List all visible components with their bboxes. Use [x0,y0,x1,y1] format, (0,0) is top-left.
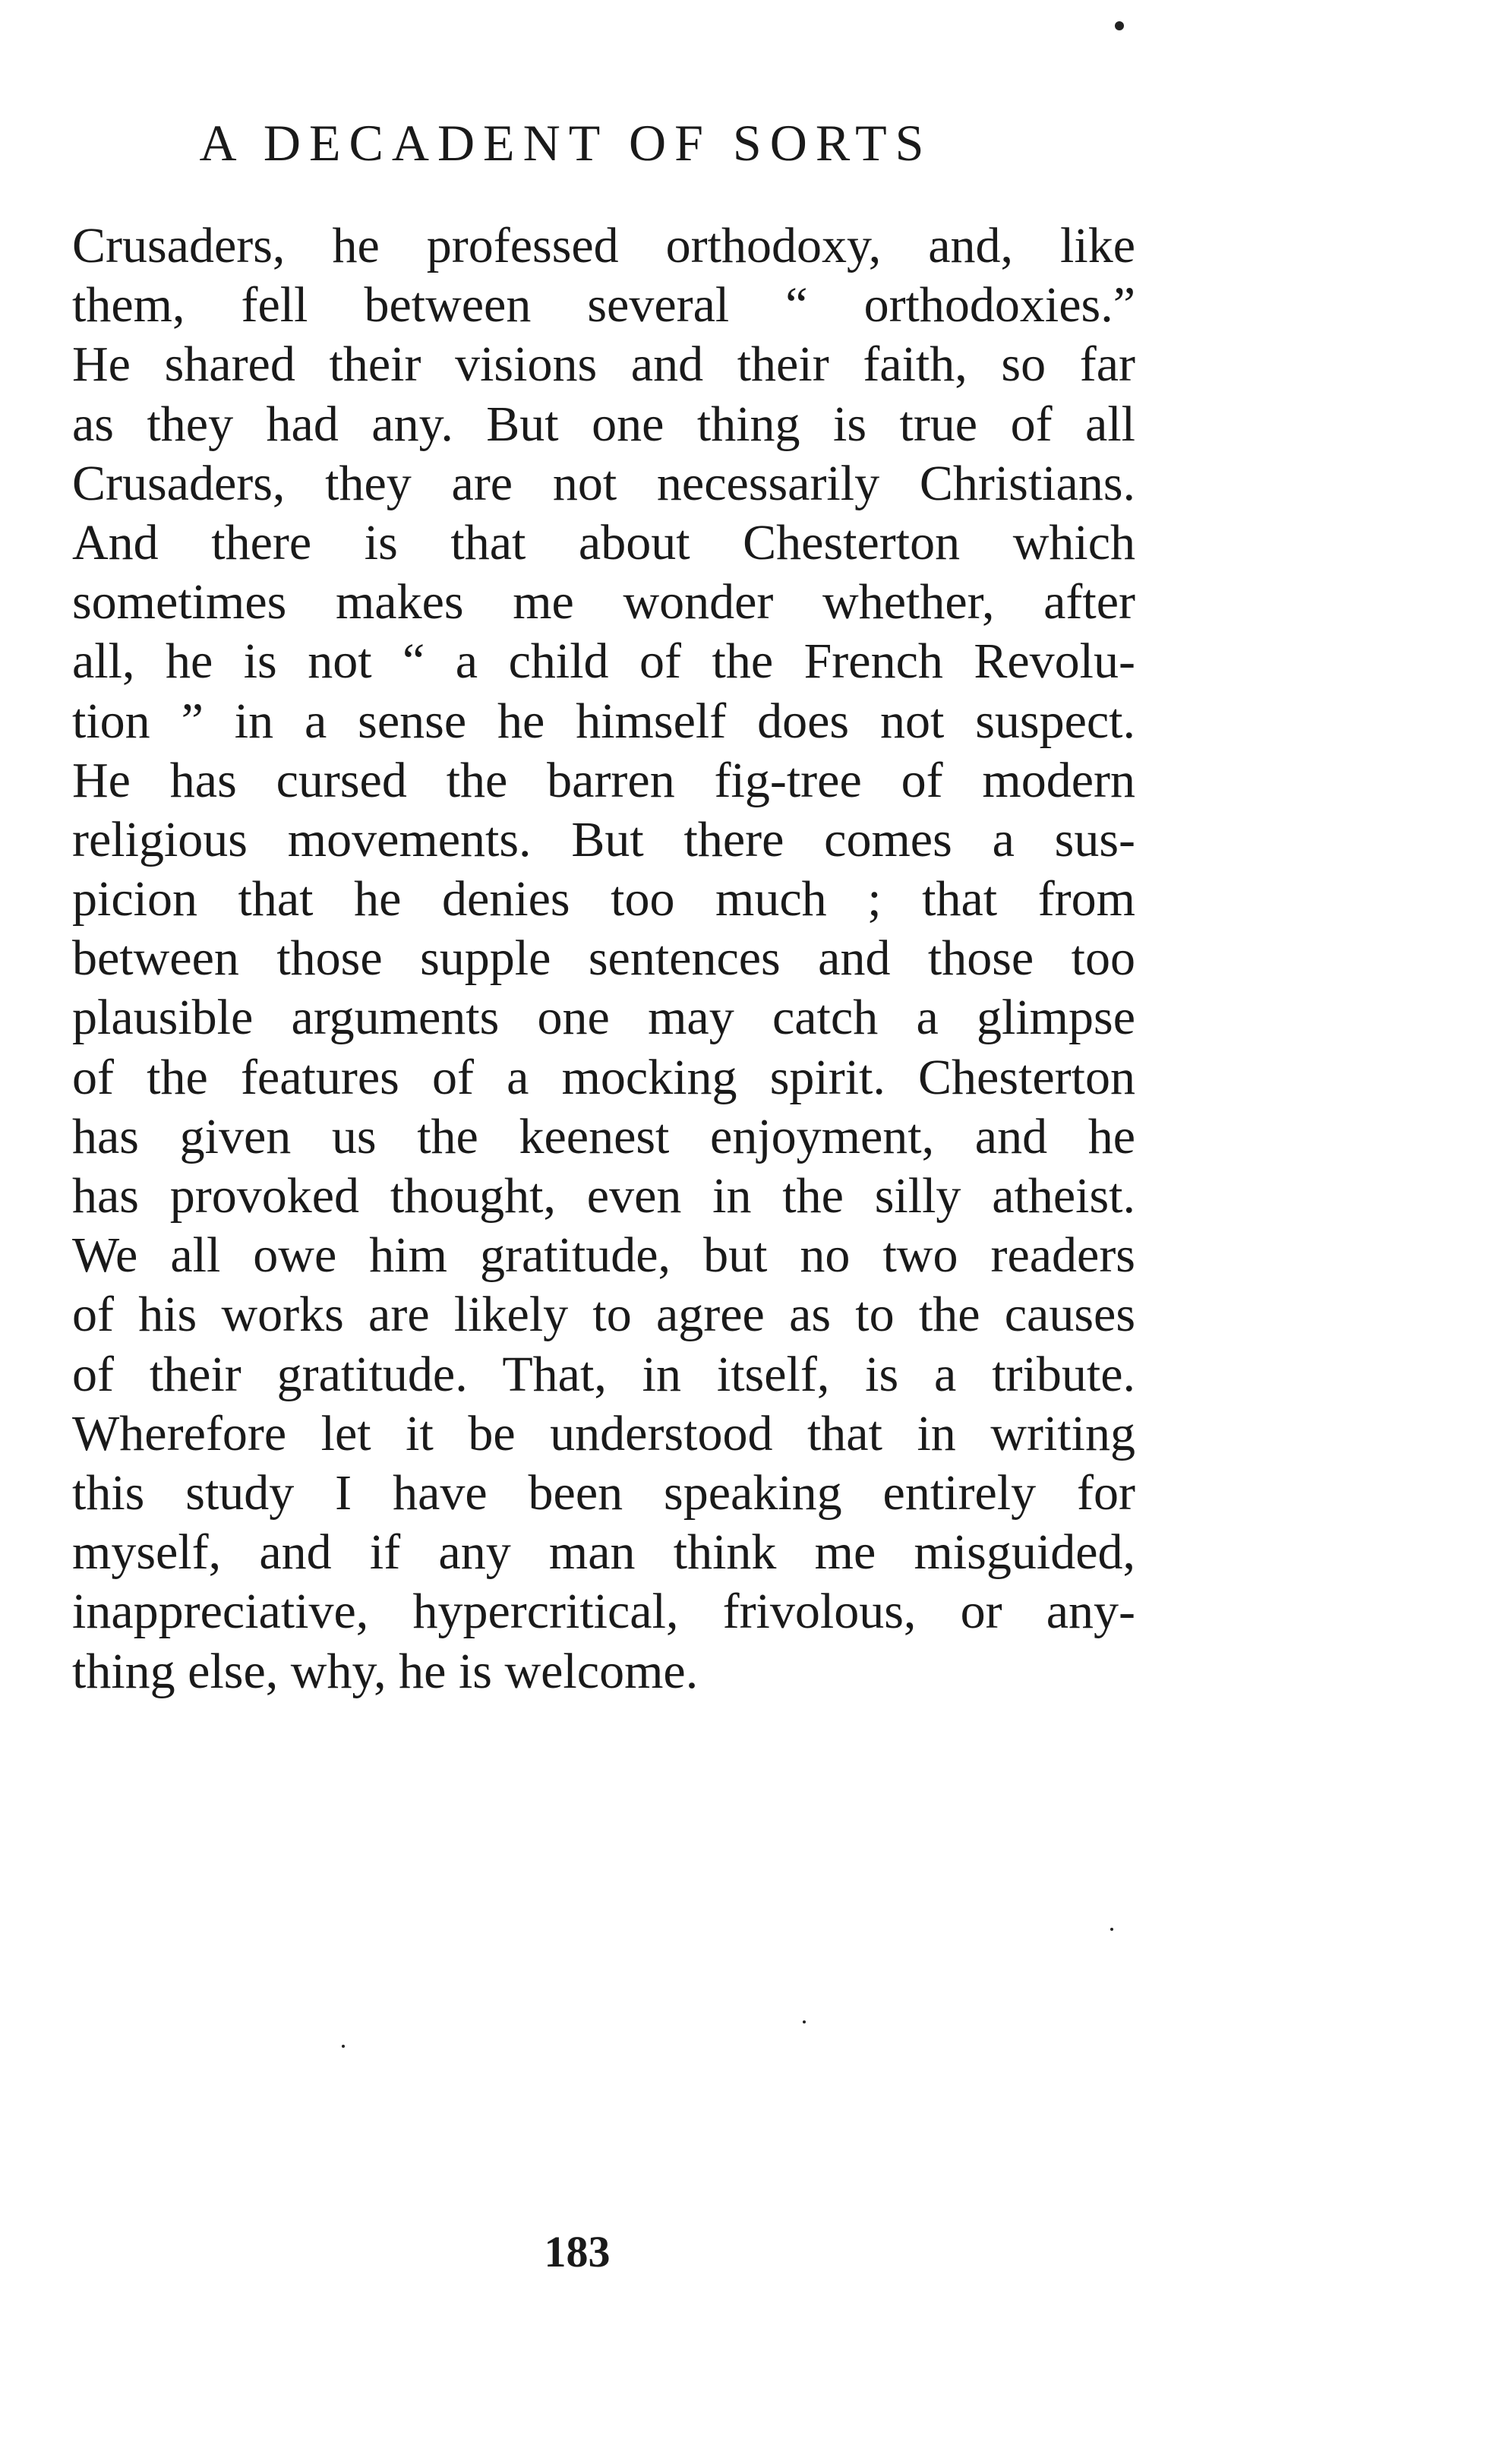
text-line: of the features of a mocking spirit. Chesterton [72,1049,1135,1105]
text-line: this study I have been speaking entirely for [72,1464,1135,1521]
body-paragraph [72,216,1135,1701]
text-line: all, he is not “ a child of the French Revolu- [72,633,1135,690]
text-line: picion that he denies too much ; that from [72,871,1135,927]
page-number: 183 [544,2227,611,2276]
text-line: them, fell between several “ orthodoxies.” [72,277,1135,333]
text-line: myself, and if any man think me misguided, [72,1524,1135,1581]
text-line: of his works are likely to agree as to the causes [72,1287,1135,1343]
text-line: We all owe him gratitude, but no two readers [72,1227,1135,1284]
running-head: A DECADENT OF SORTS [199,114,933,172]
text-line: as they had any. But one thing is true of all [72,396,1135,452]
text-line: tion ” in a sense he himself does not suspect. [72,693,1135,749]
text-line: inappreciative, hypercritical, frivolous, or any- [72,1584,1135,1640]
text-line: Wherefore let it be understood that in writing [72,1405,1135,1461]
text-line: plausible arguments one may catch a glimpse [72,990,1135,1046]
text-line: between those supple sentences and those too [72,930,1135,987]
text-line: religious movements. But there comes a sus- [72,811,1135,867]
text-line: thing else, why, he is welcome. [72,1643,699,1699]
text-line: Crusaders, they are not necessarily Christians. [72,455,1135,511]
text-line: He has cursed the barren fig-tree of modern [72,752,1135,808]
text-line: He shared their visions and their faith, so far [72,336,1135,393]
text-line: And there is that about Chesterton which [72,514,1135,570]
ink-speck [803,2020,806,2023]
ink-speck [1115,21,1124,30]
ink-speck [342,2045,345,2048]
text-line: Crusaders, he professed orthodoxy, and, like [72,218,1135,273]
text-line: of their gratitude. That, in itself, is a tribute. [72,1346,1135,1402]
text-line: has provoked thought, even in the silly atheist. [72,1168,1135,1224]
text-line: has given us the keenest enjoyment, and he [72,1108,1135,1164]
ink-speck [1110,1928,1113,1931]
text-line: sometimes makes me wonder whether, after [72,574,1135,630]
